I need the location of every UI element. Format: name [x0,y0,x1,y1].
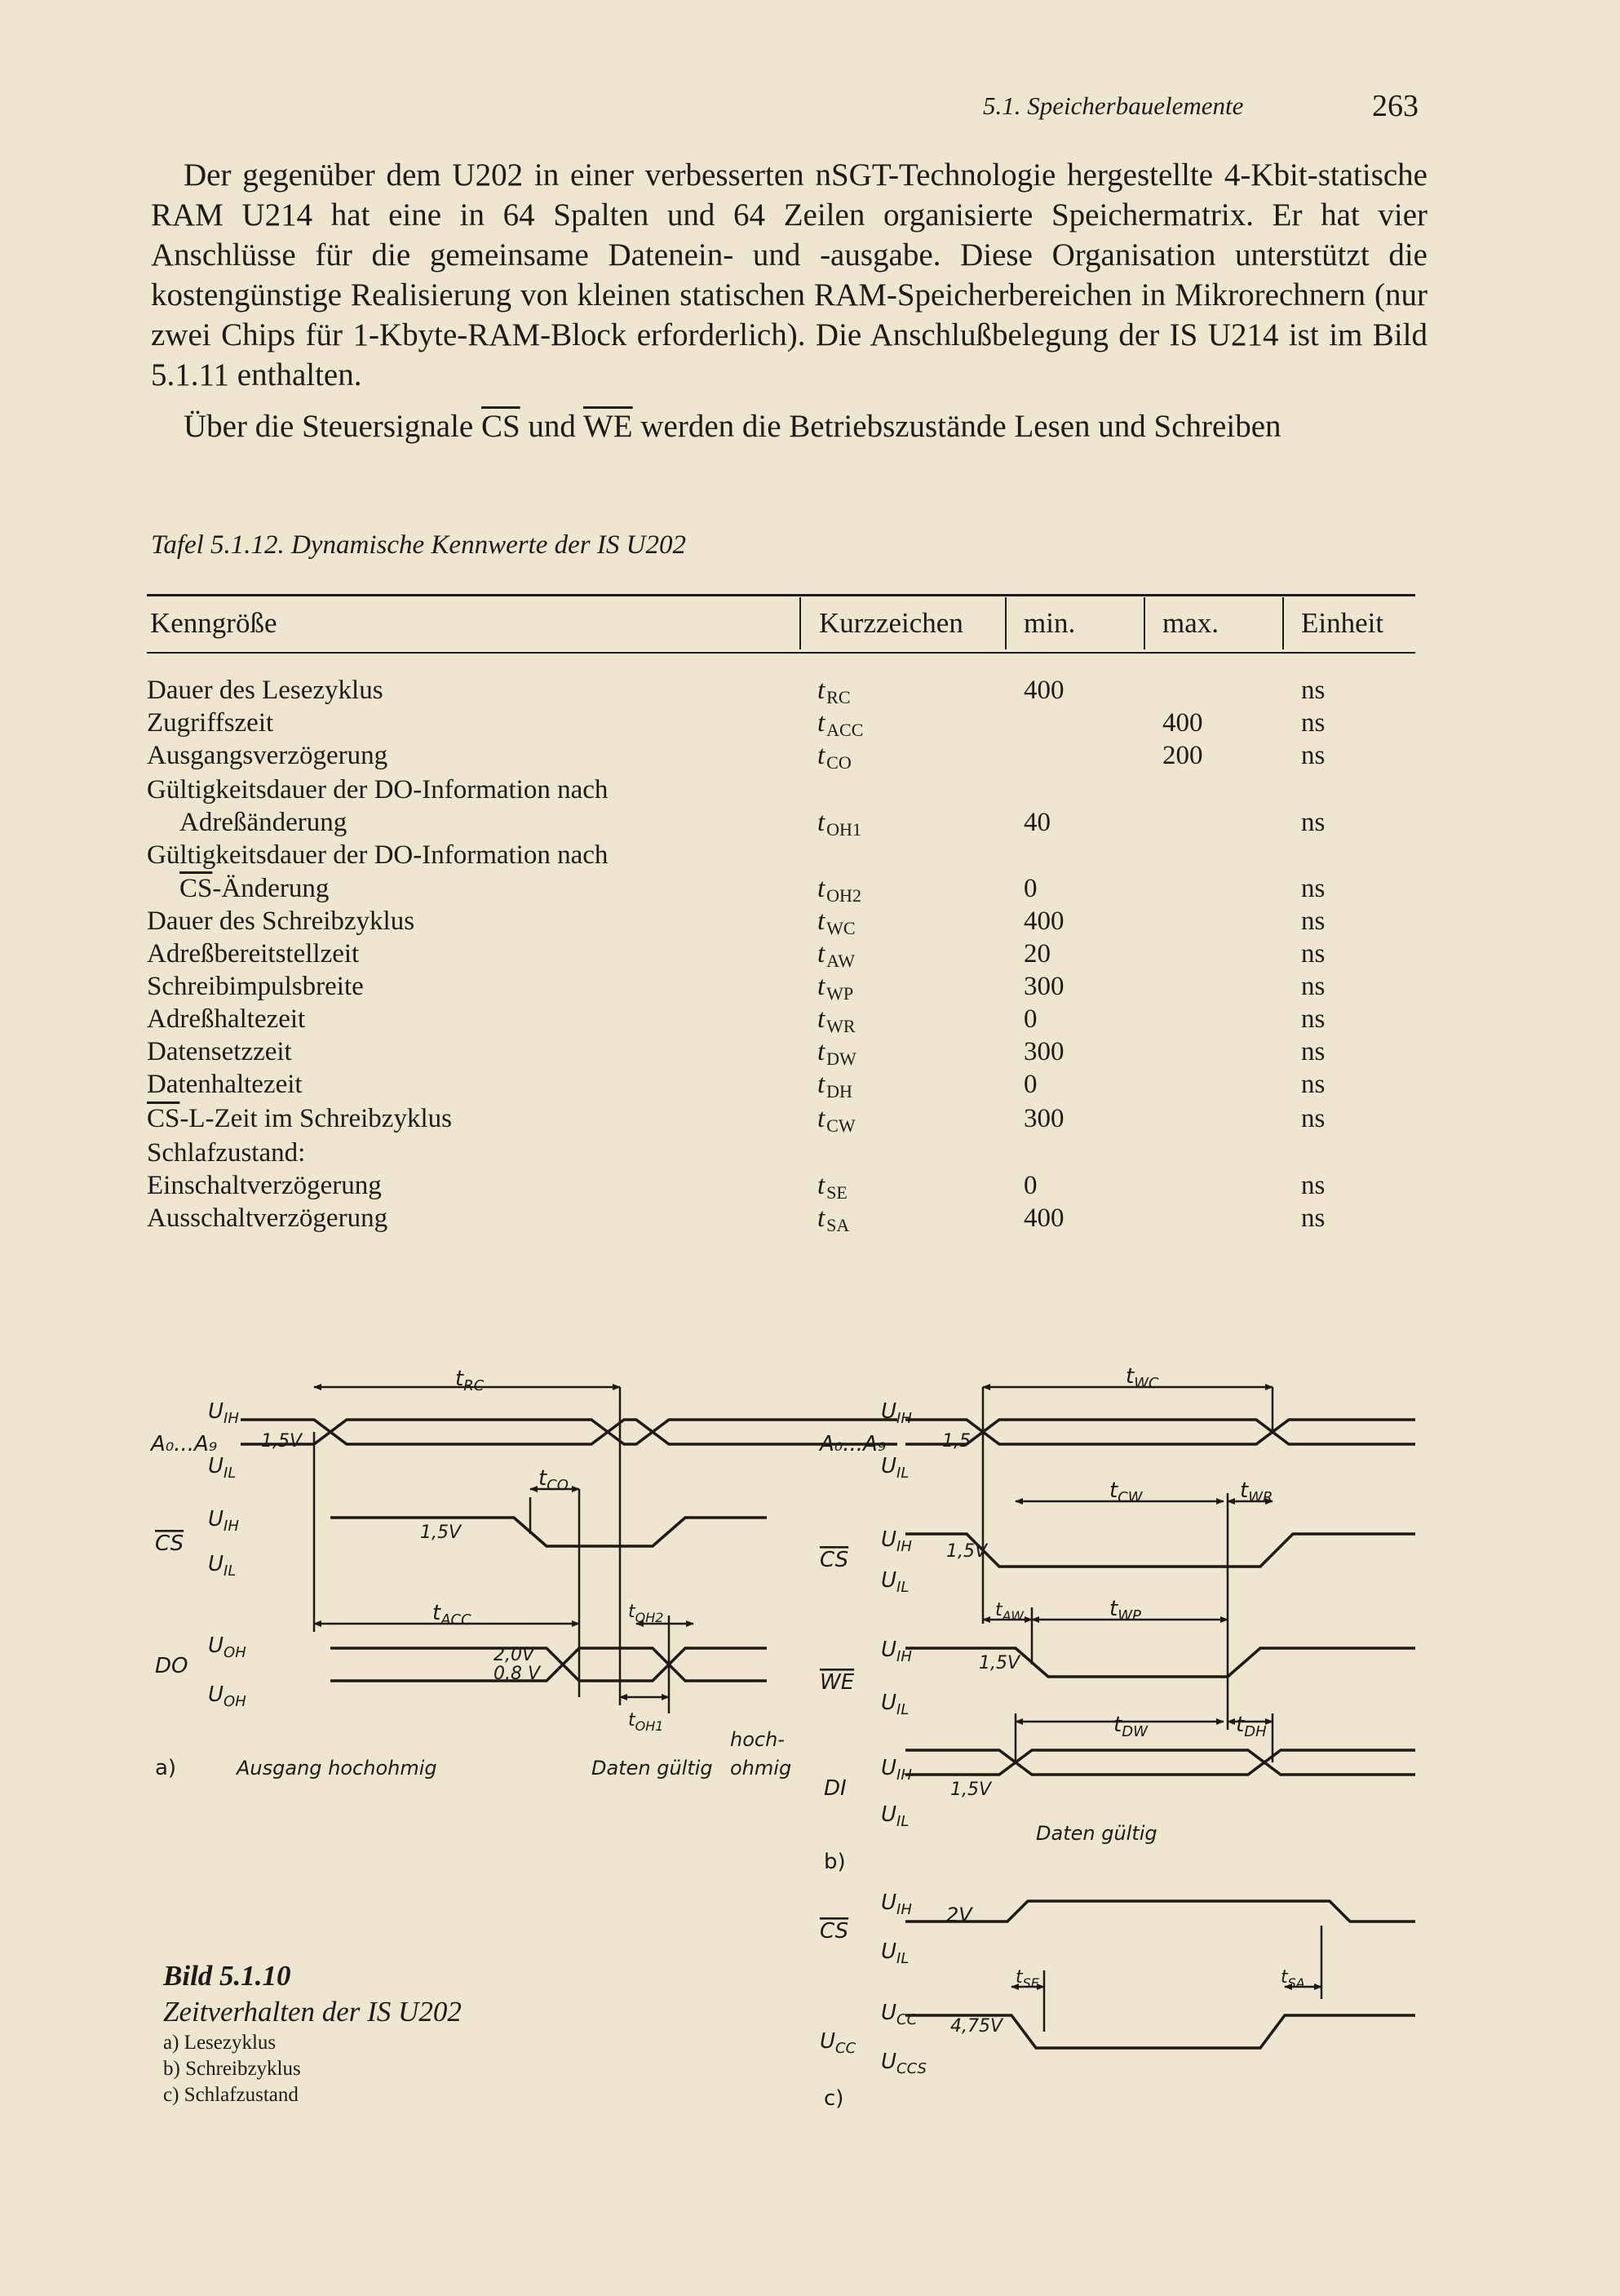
running-head: 5.1. Speicherbauelemente [983,91,1244,120]
table-caption: Tafel 5.1.12. Dynamische Kennwerte der IS U202 [151,530,686,560]
symbol-letter: t [817,808,825,837]
table-row [147,708,1415,741]
param-name: Gültigkeitsdauer der DO-Information nach [147,840,609,870]
label-cs-uil: $U_{IL}$ [208,1552,237,1580]
param-name: Datensetzzeit [147,1037,292,1066]
symbol-letter: t [817,1070,825,1099]
header-kenngroesse: Kenngröße [150,607,277,639]
label-ausgang-hochohmig: Ausgang hochohmig [237,1757,437,1780]
cs-overline: $\overline{CS}$ [179,874,213,903]
figure-caption [163,1958,571,2108]
table-row [147,741,1415,773]
label-uoh-2: $U_{OH}$ [208,1682,246,1710]
waveform-address-high [241,1420,897,1444]
column-separator [1282,597,1284,649]
header-min: min. [1024,607,1076,639]
param-unit: ns [1301,808,1326,837]
header-einheit: Einheit [1301,607,1384,639]
figure-subtitle: Zeitverhalten der IS U202 [163,1996,462,2028]
table-row [147,1104,1415,1137]
symbol-letter: t [817,1203,825,1233]
label-w-15: 1,5 [942,1431,971,1452]
param-name: Einschaltverzögerung [147,1171,382,1200]
param-min: 0 [1024,1171,1038,1200]
param-symbol [817,1171,848,1203]
table-row [147,972,1415,1004]
label-tdw: $t_{DW}$ [1113,1713,1148,1740]
param-unit: ns [1301,676,1326,705]
label-di-uih: $U_{IH}$ [881,1756,912,1784]
label-2v: 2V [946,1904,972,1926]
symbol-letter: t [817,972,825,1001]
table-row [147,1171,1415,1203]
param-min: 300 [1024,1037,1065,1066]
label-toh2: $t_{OH2}$ [628,1602,664,1625]
label-cs-w-uil: $U_{IL}$ [881,1568,910,1596]
param-name: Schlafzustand: [147,1138,306,1168]
paragraph-2-end: werden die Betriebszustände Lesen und Schreiben [632,409,1281,444]
label-toh1: $t_{OH1}$ [628,1710,664,1734]
label-tdh: $t_{DH}$ [1236,1713,1267,1740]
param-unit: ns [1301,741,1326,770]
figure-item-c: c) Schlafzustand [163,2084,299,2106]
table-rule-header [147,652,1415,654]
symbol-subscript: ACC [826,720,864,740]
param-name: Adreßbereitstellzeit [147,939,360,968]
symbol-letter: t [817,939,825,968]
label-475v: 4,75V [950,2016,1003,2037]
param-min: 400 [1024,906,1065,936]
label-daten-gueltig-b: Daten gültig [1036,1822,1157,1845]
param-name: Datenhaltezeit [147,1070,303,1099]
label-ohmig: ohmig [730,1757,792,1780]
label-we-uih: $U_{IH}$ [881,1638,912,1665]
table-row [147,808,1415,840]
label-daten-gueltig-a: Daten gültig [591,1757,713,1780]
symbol-subscript: CO [826,752,852,773]
table-row [147,1070,1415,1102]
label-w-uih: $U_{IH}$ [881,1399,912,1427]
param-unit: ns [1301,874,1326,903]
param-min: 0 [1024,874,1038,903]
symbol-subscript: WP [826,983,854,1004]
symbol-letter: t [817,1037,825,1066]
label-a0a9-read: A₀...A₉ [151,1432,218,1456]
param-unit: ns [1301,906,1326,936]
param-symbol [817,1104,856,1137]
label-taw: $t_{AW}$ [995,1600,1025,1624]
param-unit: ns [1301,1004,1326,1034]
table-row [147,906,1415,939]
param-min: 40 [1024,808,1051,837]
table-row [147,676,1415,708]
paragraph-2 [151,406,1427,446]
table-row [147,775,1415,808]
label-20v: 2,0V [494,1645,535,1665]
label-we: WE [820,1670,855,1695]
label-cs-s-uih: $U_{IH}$ [881,1890,912,1918]
param-unit: ns [1301,1203,1326,1233]
param-min: 0 [1024,1070,1038,1099]
symbol-subscript: RC [826,687,851,707]
param-symbol [817,676,851,708]
param-min: 400 [1024,676,1065,705]
label-w-uil: $U_{IL}$ [881,1454,910,1482]
param-unit: ns [1301,939,1326,968]
param-min: 20 [1024,939,1051,968]
figure-item-b: b) Schreibzyklus [163,2058,301,2080]
label-ucc: $U_{CC}$ [820,2029,856,2057]
param-max: 400 [1162,708,1203,738]
table-rule-top [147,594,1415,596]
param-min: 300 [1024,972,1065,1001]
param-name: $\overline{CS}-L$-Zeit im Schreibzyklus [147,1104,452,1133]
param-symbol [817,708,863,741]
we-signal: $\overline{WE}$ [582,409,633,444]
param-min: 0 [1024,1004,1038,1034]
label-tsa: $t_{SA}$ [1281,1967,1305,1991]
label-di-uil: $U_{IL}$ [881,1802,910,1830]
param-name: Dauer des Lesezyklus [147,676,383,705]
label-tcw: $t_{CW}$ [1109,1478,1143,1506]
label-di-15v: 1,5V [950,1780,992,1800]
label-uil: $U_{IL}$ [208,1454,237,1482]
param-name: Ausschaltverzögerung [147,1203,388,1233]
label-trc: $t_{RC}$ [455,1367,485,1394]
param-unit: ns [1301,1104,1326,1133]
param-name: Adreßänderung [179,808,347,837]
label-a0a9-write: A₀...A₉ [820,1432,887,1456]
cs-signal: $\overline{CS}$ [480,409,520,444]
symbol-letter: t [817,1104,825,1133]
label-tco: $t_{CO}$ [538,1466,569,1494]
symbol-letter: t [817,906,825,936]
cs-overline: $\overline{CS}$ [147,1104,180,1133]
param-unit: ns [1301,1037,1326,1066]
symbol-subscript: DW [826,1048,856,1069]
param-name: Gültigkeitsdauer der DO-Information nach [147,775,609,804]
table-row [147,1138,1415,1171]
label-we-uil: $U_{IL}$ [881,1691,910,1718]
param-symbol [817,808,861,840]
param-symbol [817,741,852,773]
label-cs-read: CS [155,1531,184,1556]
table-row [147,874,1415,906]
param-name: Ausgangsverzögerung [147,741,388,770]
label-cs-15v: 1,5V [420,1523,462,1543]
table-row [147,1004,1415,1037]
table-row [147,1037,1415,1070]
symbol-subscript: OH2 [826,885,861,906]
param-symbol [817,1070,852,1102]
param-max: 200 [1162,741,1203,770]
header-max: max. [1162,607,1219,639]
param-symbol [817,874,861,906]
label-cs-uih: $U_{IH}$ [208,1507,239,1535]
param-unit: ns [1301,972,1326,1001]
label-panel-b: b) [824,1850,846,1874]
symbol-subscript: WR [826,1016,856,1036]
column-separator [1005,597,1007,649]
symbol-letter: t [817,874,825,903]
param-symbol [817,1203,849,1236]
paragraph-2-and: und [520,409,583,444]
param-min: 400 [1024,1203,1065,1233]
symbol-letter: t [817,1004,825,1034]
symbol-subscript: OH1 [826,819,861,840]
param-name: Dauer des Schreibzyklus [147,906,415,936]
label-twp: $t_{WP}$ [1109,1597,1141,1624]
symbol-letter: t [817,708,825,738]
label-uih: $U_{IH}$ [208,1399,239,1427]
symbol-letter: t [817,676,825,705]
paragraph-2-start: Über die Steuersignale [184,409,481,444]
param-name: Schreibimpulsbreite [147,972,364,1001]
param-symbol [817,1004,856,1037]
param-name: $\overline{CS}$-Änderung [179,874,330,903]
label-panel-c: c) [824,2086,844,2111]
param-symbol [817,906,856,939]
label-uccs: $U_{CCS}$ [881,2050,927,2077]
table-row [147,840,1415,873]
label-twc: $t_{WC}$ [1126,1364,1159,1392]
param-name: Zugriffszeit [147,708,274,738]
symbol-subscript: SE [826,1182,848,1203]
paragraph-1: Der gegenüber dem U202 in einer verbesserten nSGT-Technologie hergestellte 4-Kbit-statische RAM U214 hat eine in 64 Spalten und 64 Zeilen organisierte Speichermatrix. Er hat vier Anschlüsse für die gemeinsame Datenein- und -ausgabe. Diese Organisation unterstützt die kostengünstige Realisierung von kleinen statischen RAM-Speicherbereichen in Mikrorechnern (nur zwei Chips für 1-Kbyte-RAM-Block erforderlich). Die Anschlußbelegung der IS U214 ist im Bild 5.1.11 enthalten. [151,157,1427,392]
table-row [147,939,1415,972]
symbol-subscript: AW [826,951,856,971]
label-cs-sleep: CS [820,1919,849,1944]
label-twr: $t_{WR}$ [1240,1478,1273,1506]
label-cs-w-uih: $U_{IH}$ [881,1527,912,1555]
column-separator [799,597,801,649]
label-panel-a: a) [155,1756,177,1780]
param-symbol [817,972,853,1004]
symbol-subscript: CW [826,1115,856,1136]
label-tacc: $t_{ACC}$ [432,1601,471,1629]
symbol-subscript: DH [826,1081,852,1101]
label-08v: 0,8 V [494,1664,541,1684]
param-unit: ns [1301,708,1326,738]
header-kurzzeichen: Kurzzeichen [819,607,963,639]
label-threshold-15v: 1,5V [261,1431,303,1452]
param-unit: ns [1301,1171,1326,1200]
label-hoch: hoch- [730,1728,785,1751]
figure-item-a: a) Lesezyklus [163,2032,277,2054]
label-cs-write: CS [820,1548,849,1572]
symbol-letter: t [817,741,825,770]
label-cs-s-uil: $U_{IL}$ [881,1939,910,1967]
param-min: 300 [1024,1104,1065,1133]
label-tse: $t_{SE}$ [1016,1967,1039,1991]
param-symbol [817,939,855,972]
label-di: DI [824,1776,847,1801]
column-separator [1144,597,1145,649]
param-symbol [817,1037,856,1070]
label-cs-w-15v: 1,5V [946,1541,988,1562]
symbol-subscript: SA [826,1215,850,1235]
page-number: 263 [1372,89,1419,123]
table-row [147,1203,1415,1236]
label-we-15v: 1,5V [979,1653,1020,1673]
param-name: Adreßhaltezeit [147,1004,306,1034]
label-uoh-1: $U_{OH}$ [208,1633,246,1661]
figure-title: Bild 5.1.10 [163,1960,291,1992]
label-do: DO [155,1654,188,1678]
param-unit: ns [1301,1070,1326,1099]
label-ucc-high: $U_{CC}$ [881,2001,918,2028]
symbol-letter: t [817,1171,825,1200]
symbol-subscript: WC [826,918,856,938]
